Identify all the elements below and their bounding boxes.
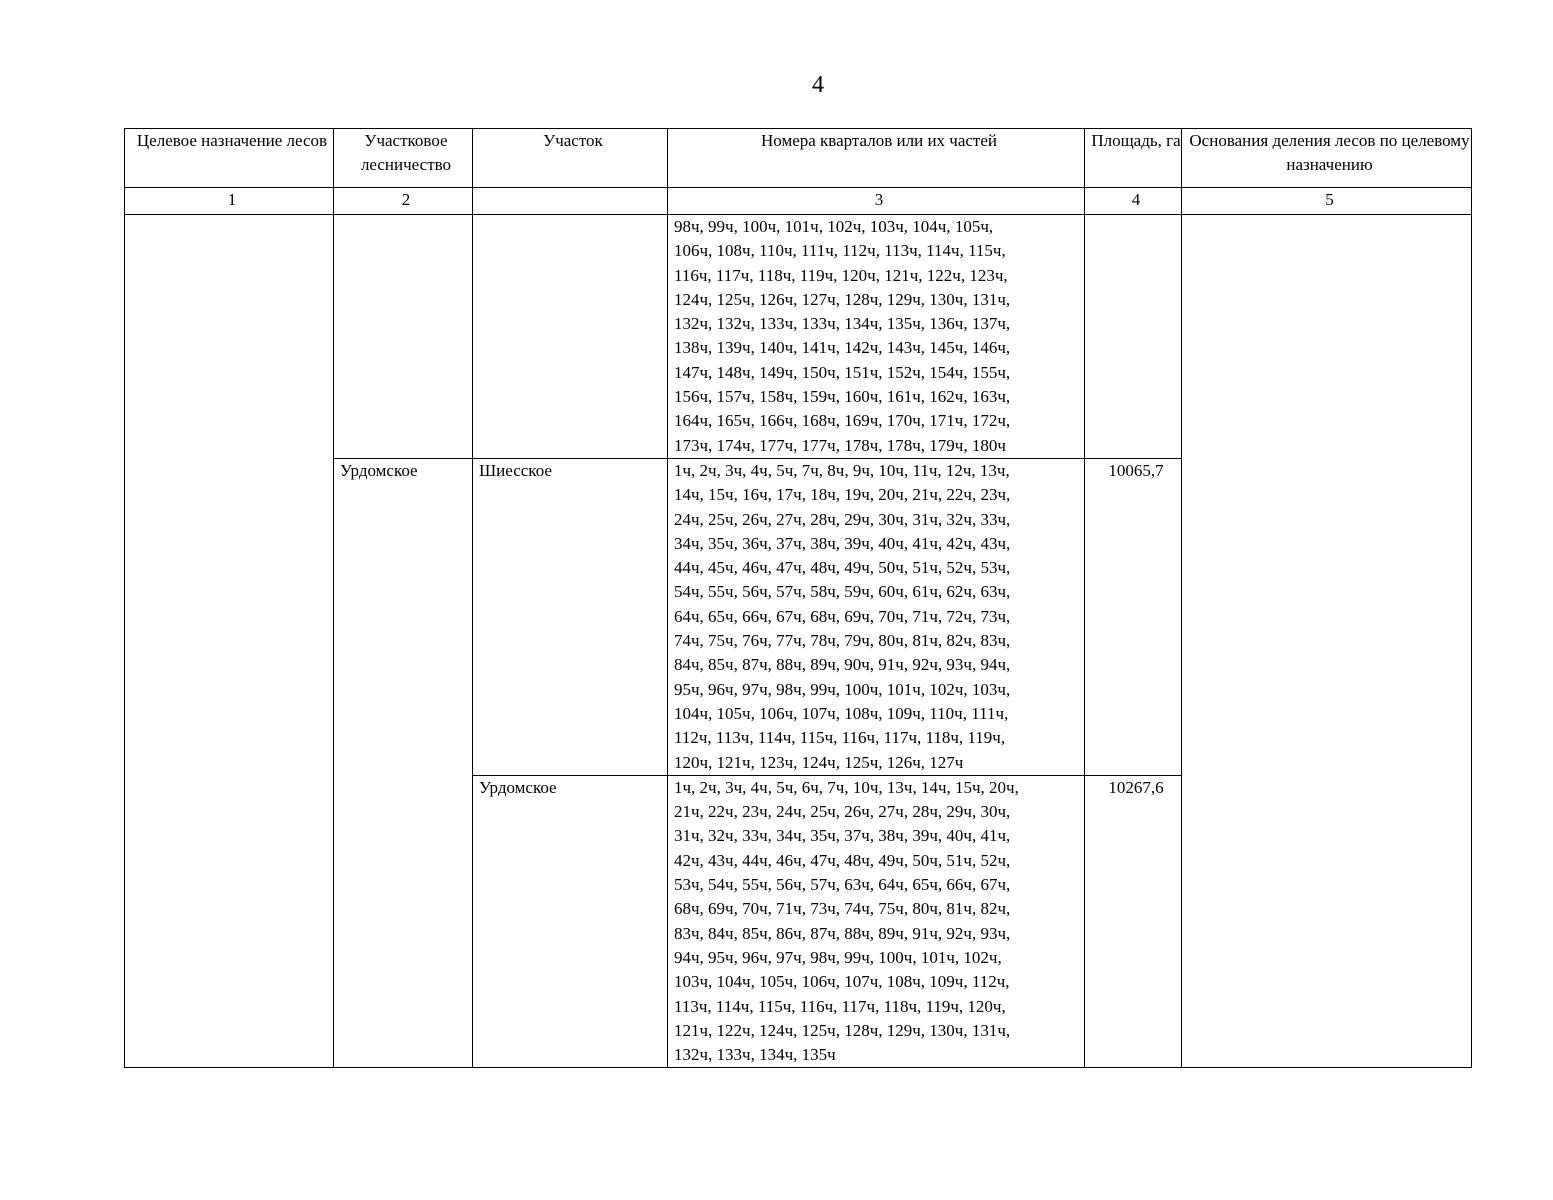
plot-cell: Урдомское	[473, 775, 668, 1068]
quarters-cell: 1ч, 2ч, 3ч, 4ч, 5ч, 7ч, 8ч, 9ч, 10ч, 11ч, 12ч, 13ч, 14ч, 15ч, 16ч, 17ч, 18ч, 19ч, 20ч, 21ч, 22ч, 23ч, 24ч, 25ч, 26ч, 27ч, 28ч, 29ч, 30ч, 31ч, 32ч, 33ч, 34ч, 35ч, 36ч, 37ч, 38ч, 39ч, 40ч, 41ч, 42ч, 43ч, 44ч, 45ч, 46ч, 47ч, 48ч, 49ч, 50ч, 51ч, 52ч, 53ч, 54ч, 55ч, 56ч, 57ч, 58ч, 59ч, 60ч, 61ч, 62ч, 63ч, 64ч, 65ч, 66ч, 67ч, 68ч, 69ч, 70ч, 71ч, 72ч, 73ч, 74ч, 75ч, 76ч, 77ч, 78ч, 79ч, 80ч, 81ч, 82ч, 83ч, 84ч, 85ч, 87ч, 88ч, 89ч, 90ч, 91ч, 92ч, 93ч, 94ч, 95ч, 96ч, 97ч, 98ч, 99ч, 100ч, 101ч, 102ч, 103ч, 104ч, 105ч, 106ч, 107ч, 108ч, 109ч, 110ч, 111ч, 112ч, 113ч, 114ч, 115ч, 116ч, 117ч, 118ч, 119ч, 120ч, 121ч, 123ч, 124ч, 125ч, 126ч, 127ч	[668, 458, 1085, 775]
column-number-cell: 1	[125, 188, 334, 215]
quarters-cell: 98ч, 99ч, 100ч, 101ч, 102ч, 103ч, 104ч, 105ч, 106ч, 108ч, 110ч, 111ч, 112ч, 113ч, 114ч, 115ч, 116ч, 117ч, 118ч, 119ч, 120ч, 121ч, 122ч, 123ч, 124ч, 125ч, 126ч, 127ч, 128ч, 129ч, 130ч, 131ч, 132ч, 132ч, 133ч, 133ч, 134ч, 135ч, 136ч, 137ч, 138ч, 139ч, 140ч, 141ч, 142ч, 143ч, 145ч, 146ч, 147ч, 148ч, 149ч, 150ч, 151ч, 152ч, 154ч, 155ч, 156ч, 157ч, 158ч, 159ч, 160ч, 161ч, 162ч, 163ч, 164ч, 165ч, 166ч, 168ч, 169ч, 170ч, 171ч, 172ч, 173ч, 174ч, 177ч, 177ч, 178ч, 178ч, 179ч, 180ч	[668, 215, 1085, 459]
plot-cell	[473, 215, 668, 459]
area-cell	[1085, 215, 1182, 459]
quarters-cell: 1ч, 2ч, 3ч, 4ч, 5ч, 6ч, 7ч, 10ч, 13ч, 14ч, 15ч, 20ч, 21ч, 22ч, 23ч, 24ч, 25ч, 26ч, 27ч, 28ч, 29ч, 30ч, 31ч, 32ч, 33ч, 34ч, 35ч, 37ч, 38ч, 39ч, 40ч, 41ч, 42ч, 43ч, 44ч, 46ч, 47ч, 48ч, 49ч, 50ч, 51ч, 52ч, 53ч, 54ч, 55ч, 56ч, 57ч, 63ч, 64ч, 65ч, 66ч, 67ч, 68ч, 69ч, 70ч, 71ч, 73ч, 74ч, 75ч, 80ч, 81ч, 82ч, 83ч, 84ч, 85ч, 86ч, 87ч, 88ч, 89ч, 91ч, 92ч, 93ч, 94ч, 95ч, 96ч, 97ч, 98ч, 99ч, 100ч, 101ч, 102ч, 103ч, 104ч, 105ч, 106ч, 107ч, 108ч, 109ч, 112ч, 113ч, 114ч, 115ч, 116ч, 117ч, 118ч, 119ч, 120ч, 121ч, 122ч, 124ч, 125ч, 128ч, 129ч, 130ч, 131ч, 132ч, 133ч, 134ч, 135ч	[668, 775, 1085, 1068]
column-number-row	[125, 188, 1472, 215]
header-cell: Целевое назначение лесов	[125, 129, 334, 188]
column-number-cell: 4	[1085, 188, 1182, 215]
forest-division-table	[124, 128, 1472, 1068]
header-cell: Участок	[473, 129, 668, 188]
page-number: 4	[812, 72, 824, 98]
header-row	[125, 129, 1472, 188]
table-row	[125, 215, 1472, 459]
plot-cell: Шиесское	[473, 458, 668, 775]
area-cell: 10267,6	[1085, 775, 1182, 1068]
column-number-cell: 5	[1182, 188, 1472, 215]
column-number-cell: 2	[334, 188, 473, 215]
column-number-cell: 3	[668, 188, 1085, 215]
area-cell: 10065,7	[1085, 458, 1182, 775]
basis-cell	[1182, 215, 1472, 1068]
forestry-cell: Урдомское	[334, 458, 473, 1067]
header-cell: Площадь, га	[1085, 129, 1182, 188]
header-cell: Номера кварталов или их частей	[668, 129, 1085, 188]
column-number-cell	[473, 188, 668, 215]
header-cell: Участковое лесничество	[334, 129, 473, 188]
header-cell: Основания деления лесов по целевому назначению	[1182, 129, 1472, 188]
forestry-cell	[334, 215, 473, 459]
purpose-cell	[125, 215, 334, 1068]
